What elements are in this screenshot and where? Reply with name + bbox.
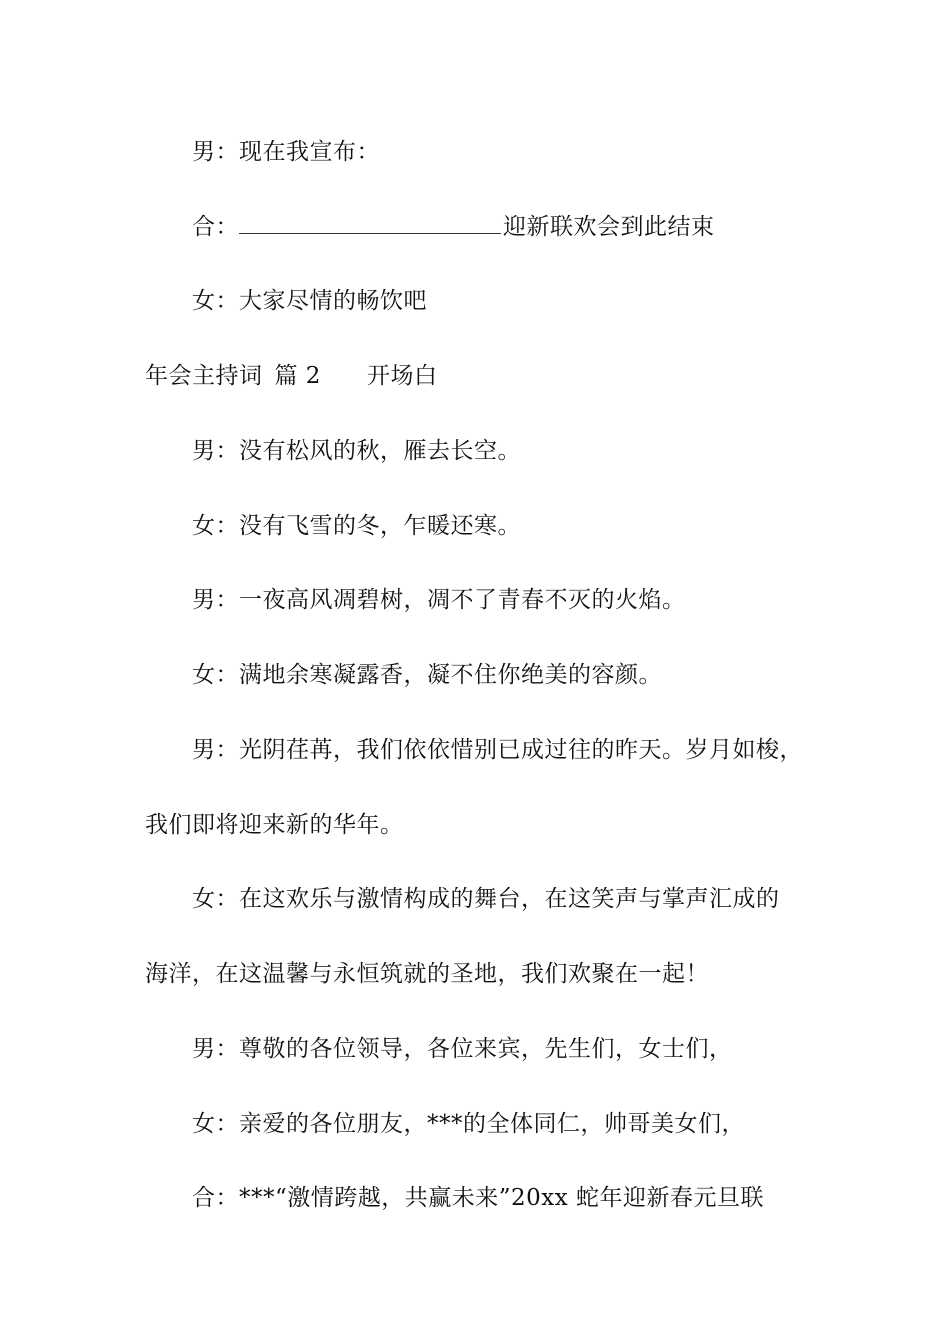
dialogue-text: 没有飞雪的冬，乍暖还寒。 (239, 513, 521, 539)
speaker-label: 男： (192, 737, 239, 763)
dialogue-text: 迎新联欢会到此结束 (503, 214, 715, 240)
speaker-label: 女： (192, 513, 239, 539)
dialogue-text: 亲爱的各位朋友，***的全体同仁，帅哥美女们， (239, 1111, 745, 1137)
dialogue-line (192, 1034, 733, 1064)
dialogue-line (192, 286, 427, 316)
dialogue-text: 在这欢乐与激情构成的舞台，在这笑声与掌声汇成的 (239, 886, 780, 912)
speaker-label: 女： (192, 662, 239, 688)
dialogue-line (192, 211, 715, 242)
speaker-label: 男： (192, 587, 239, 613)
speaker-label: 合： (192, 1185, 239, 1211)
dialogue-text: 尊敬的各位领导，各位来宾，先生们，女士们， (239, 1036, 733, 1062)
dialogue-continuation: 我们即将迎来新的华年。 (145, 812, 404, 838)
speaker-label: 合： (192, 214, 239, 240)
dialogue-text: ***“激情跨越，共赢未来”20xx 蛇年迎新春元旦联 (239, 1185, 765, 1211)
dialogue-text: 没有松风的秋，雁去长空。 (239, 438, 521, 464)
section-title: 年会主持词 (145, 363, 263, 389)
dialogue-line (192, 660, 662, 690)
dialogue-text: 光阴荏苒，我们依依惜别已成过往的昨天。岁月如梭， (239, 737, 803, 763)
section-number: 篇 2 (274, 363, 321, 389)
dialogue-line (192, 884, 780, 914)
speaker-label: 女： (192, 1111, 239, 1137)
speaker-label: 男： (192, 1036, 239, 1062)
dialogue-line (192, 137, 380, 167)
dialogue-continuation: 海洋，在这温馨与永恒筑就的圣地，我们欢聚在一起！ (145, 961, 709, 987)
dialogue-line (192, 511, 521, 541)
dialogue-text: 一夜高风凋碧树，凋不了青春不灭的火焰。 (239, 587, 686, 613)
section-heading (145, 361, 437, 391)
dialogue-line (192, 1109, 745, 1139)
dialogue-line (192, 735, 803, 765)
dialogue-line (192, 436, 521, 466)
speaker-label: 男： (192, 139, 239, 165)
dialogue-text: 现在我宣布： (239, 139, 380, 165)
speaker-label: 男： (192, 438, 239, 464)
section-subtitle: 开场白 (366, 363, 438, 389)
speaker-label: 女： (192, 886, 239, 912)
speaker-label: 女： (192, 288, 239, 314)
dialogue-line (192, 585, 686, 615)
dialogue-text: 满地余寒凝露香，凝不住你绝美的容颜。 (239, 662, 662, 688)
dialogue-line (192, 1183, 764, 1213)
dialogue-text: 大家尽情的畅饮吧 (239, 288, 427, 314)
fill-in-blank (239, 211, 501, 234)
